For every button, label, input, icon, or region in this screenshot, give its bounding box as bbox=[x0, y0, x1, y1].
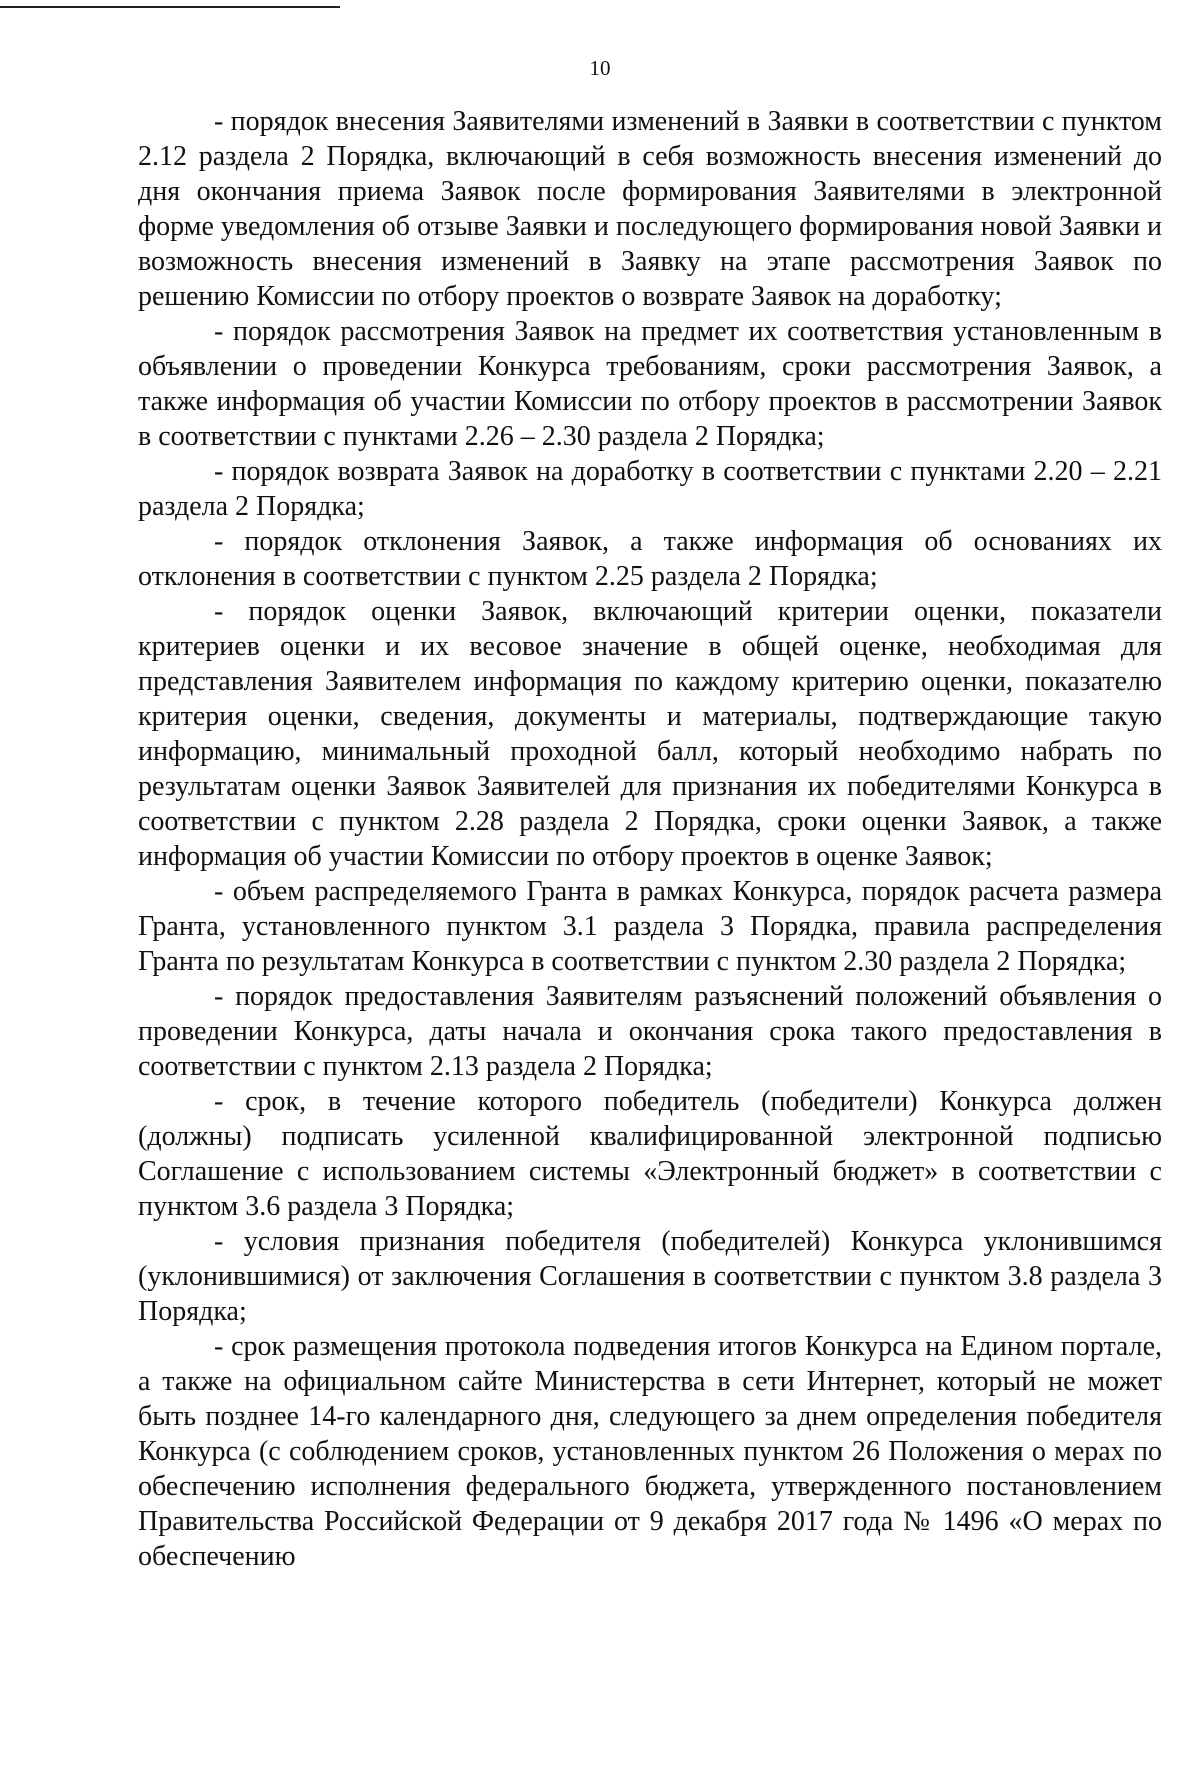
page-number: 10 bbox=[589, 56, 611, 80]
paragraph-protocol-publication: - срок размещения протокола подведения итогов Конкурса на Едином портале, а также на официальном сайте Министерства в сети Интернет, который не может быть позднее 14-го календарного дня, следующего за днем определения победителя Конкурса (с соблюдением сроков, установленных пунктом 26 Положения о мерах по обеспечению исполнения федерального бюджета, утвержденного постановлением Правительства Российской Федерации от 9 декабря 2017 года № 1496 «О мерах по обеспечению bbox=[138, 1331, 1162, 1572]
paragraph-evaluation-procedure: - порядок оценки Заявок, включающий критерии оценки, показатели критериев оценки и их весовое значение в общей оценке, необходимая для представления Заявителем информация по каждому критерию оценки, показателю критерия оценки, сведения, документы и материалы, подтверждающие такую информацию, минимальный проходной балл, который необходимо набрать по результатам оценки Заявок Заявителей для признания их победителями Конкурса в соответствии с пунктом 2.28 раздела 2 Порядка, сроки оценки Заявок, а также информация об участии Комиссии по отбору проектов в оценке Заявок; bbox=[138, 596, 1162, 872]
paragraph-return-procedure: - порядок возврата Заявок на доработку в соответствии с пунктами 2.20 – 2.21 раздела 2 Порядка; bbox=[138, 456, 1162, 522]
paragraph-signing-deadline: - срок, в течение которого победитель (победители) Конкурса должен (должны) подписать усиленной квалифицированной электронной подписью Соглашение с использованием системы «Электронный бюджет» в соответствии с пунктом 3.6 раздела 3 Порядка; bbox=[138, 1086, 1162, 1222]
paragraph-clarifications: - порядок предоставления Заявителям разъяснений положений объявления о проведении Конкурса, даты начала и окончания срока такого предоставления в соответствии с пунктом 2.13 раздела 2 Порядка; bbox=[138, 981, 1162, 1082]
paragraph-evasion-conditions: - условия признания победителя (победителей) Конкурса уклонившимся (уклонившимися) от заключения Соглашения в соответствии с пунктом 3.8 раздела 3 Порядка; bbox=[138, 1226, 1162, 1327]
paragraph-review-procedure: - порядок рассмотрения Заявок на предмет их соответствия установленным в объявлении о проведении Конкурса требованиям, сроки рассмотрения Заявок, а также информация об участии Комиссии по отбору проектов в рассмотрении Заявок в соответствии с пунктами 2.26 – 2.30 раздела 2 Порядка; bbox=[138, 316, 1162, 452]
top-rule bbox=[0, 6, 340, 8]
document-body bbox=[138, 104, 1162, 1574]
paragraph-amendment-procedure: - порядок внесения Заявителями изменений в Заявки в соответствии с пунктом 2.12 раздела 2 Порядка, включающий в себя возможность внесения изменений до дня окончания приема Заявок после формирования Заявителями в электронной форме уведомления об отзыве Заявки и последующего формирования новой Заявки и возможность внесения изменений в Заявку на этапе рассмотрения Заявок по решению Комиссии по отбору проектов о возврате Заявок на доработку; bbox=[138, 106, 1162, 312]
paragraph-rejection-procedure: - порядок отклонения Заявок, а также информация об основаниях их отклонения в соответствии с пунктом 2.25 раздела 2 Порядка; bbox=[138, 526, 1162, 592]
paragraph-grant-volume: - объем распределяемого Гранта в рамках Конкурса, порядок расчета размера Гранта, установленного пунктом 3.1 раздела 3 Порядка, правила распределения Гранта по результатам Конкурса в соответствии с пунктом 2.30 раздела 2 Порядка; bbox=[138, 876, 1162, 977]
